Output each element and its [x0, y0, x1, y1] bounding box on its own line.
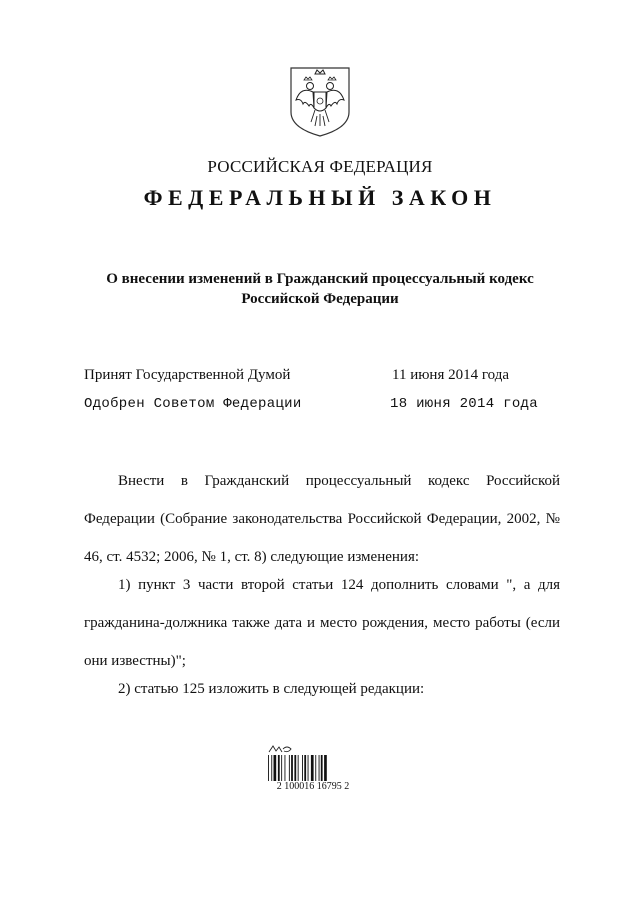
duma-adoption-date: 11 июня 2014 года [392, 367, 509, 383]
barcode-bar [302, 755, 303, 781]
barcode-bar [315, 755, 316, 781]
barcode-bar [298, 755, 299, 781]
barcode-bar [268, 755, 269, 781]
barcode-bar [324, 755, 327, 781]
intro-paragraph: Внести в Гражданский процессуальный кодекс Российской Федерации (Собрание законодательства Российской Федерации, 2002, № 46, ст. 4532; 2006, № 1, ст. 8) следующие изменения: [84, 473, 560, 565]
document-type: ФЕДЕРАЛЬНЫЙ ЗАКОН [143, 185, 497, 210]
country-name: РОССИЙСКАЯ ФЕДЕРАЦИЯ [207, 157, 433, 176]
barcode-bar [294, 755, 296, 781]
barcode-bar [304, 755, 306, 781]
barcode-bar [281, 755, 282, 781]
amendment-item-2: 2) статью 125 изложить в следующей редакции: [118, 681, 425, 697]
barcode-bar [285, 755, 286, 781]
amendment-item-1: 1) пункт 3 части второй статьи 124 дополнить словами ", а для гражданина-должника также дата и место рождения, место работы (если они известны)"; [84, 577, 560, 669]
council-approval-date: 18 июня 2014 года [390, 396, 538, 412]
handwritten-mark [268, 744, 294, 754]
barcode-bar [274, 755, 277, 781]
barcode-bar [311, 755, 314, 781]
barcode [268, 755, 348, 781]
coat-of-arms-emblem [287, 64, 353, 138]
barcode-bar [289, 755, 290, 781]
law-title-line-2: Российской Федерации [241, 291, 399, 307]
barcode-bar [321, 755, 323, 781]
barcode-bar [319, 755, 320, 781]
barcode-bar [308, 755, 309, 781]
law-title-line-1: О внесении изменений в Гражданский процессуальный кодекс [106, 271, 534, 287]
law-title [60, 269, 580, 309]
council-approval-label: Одобрен Советом Федерации [84, 396, 302, 412]
barcode-bar [271, 755, 272, 781]
barcode-bar [291, 755, 293, 781]
duma-adoption-label: Принят Государственной Думой [84, 367, 291, 383]
barcode-number: 2 100016 16795 2 [276, 781, 350, 792]
barcode-bar [278, 755, 280, 781]
